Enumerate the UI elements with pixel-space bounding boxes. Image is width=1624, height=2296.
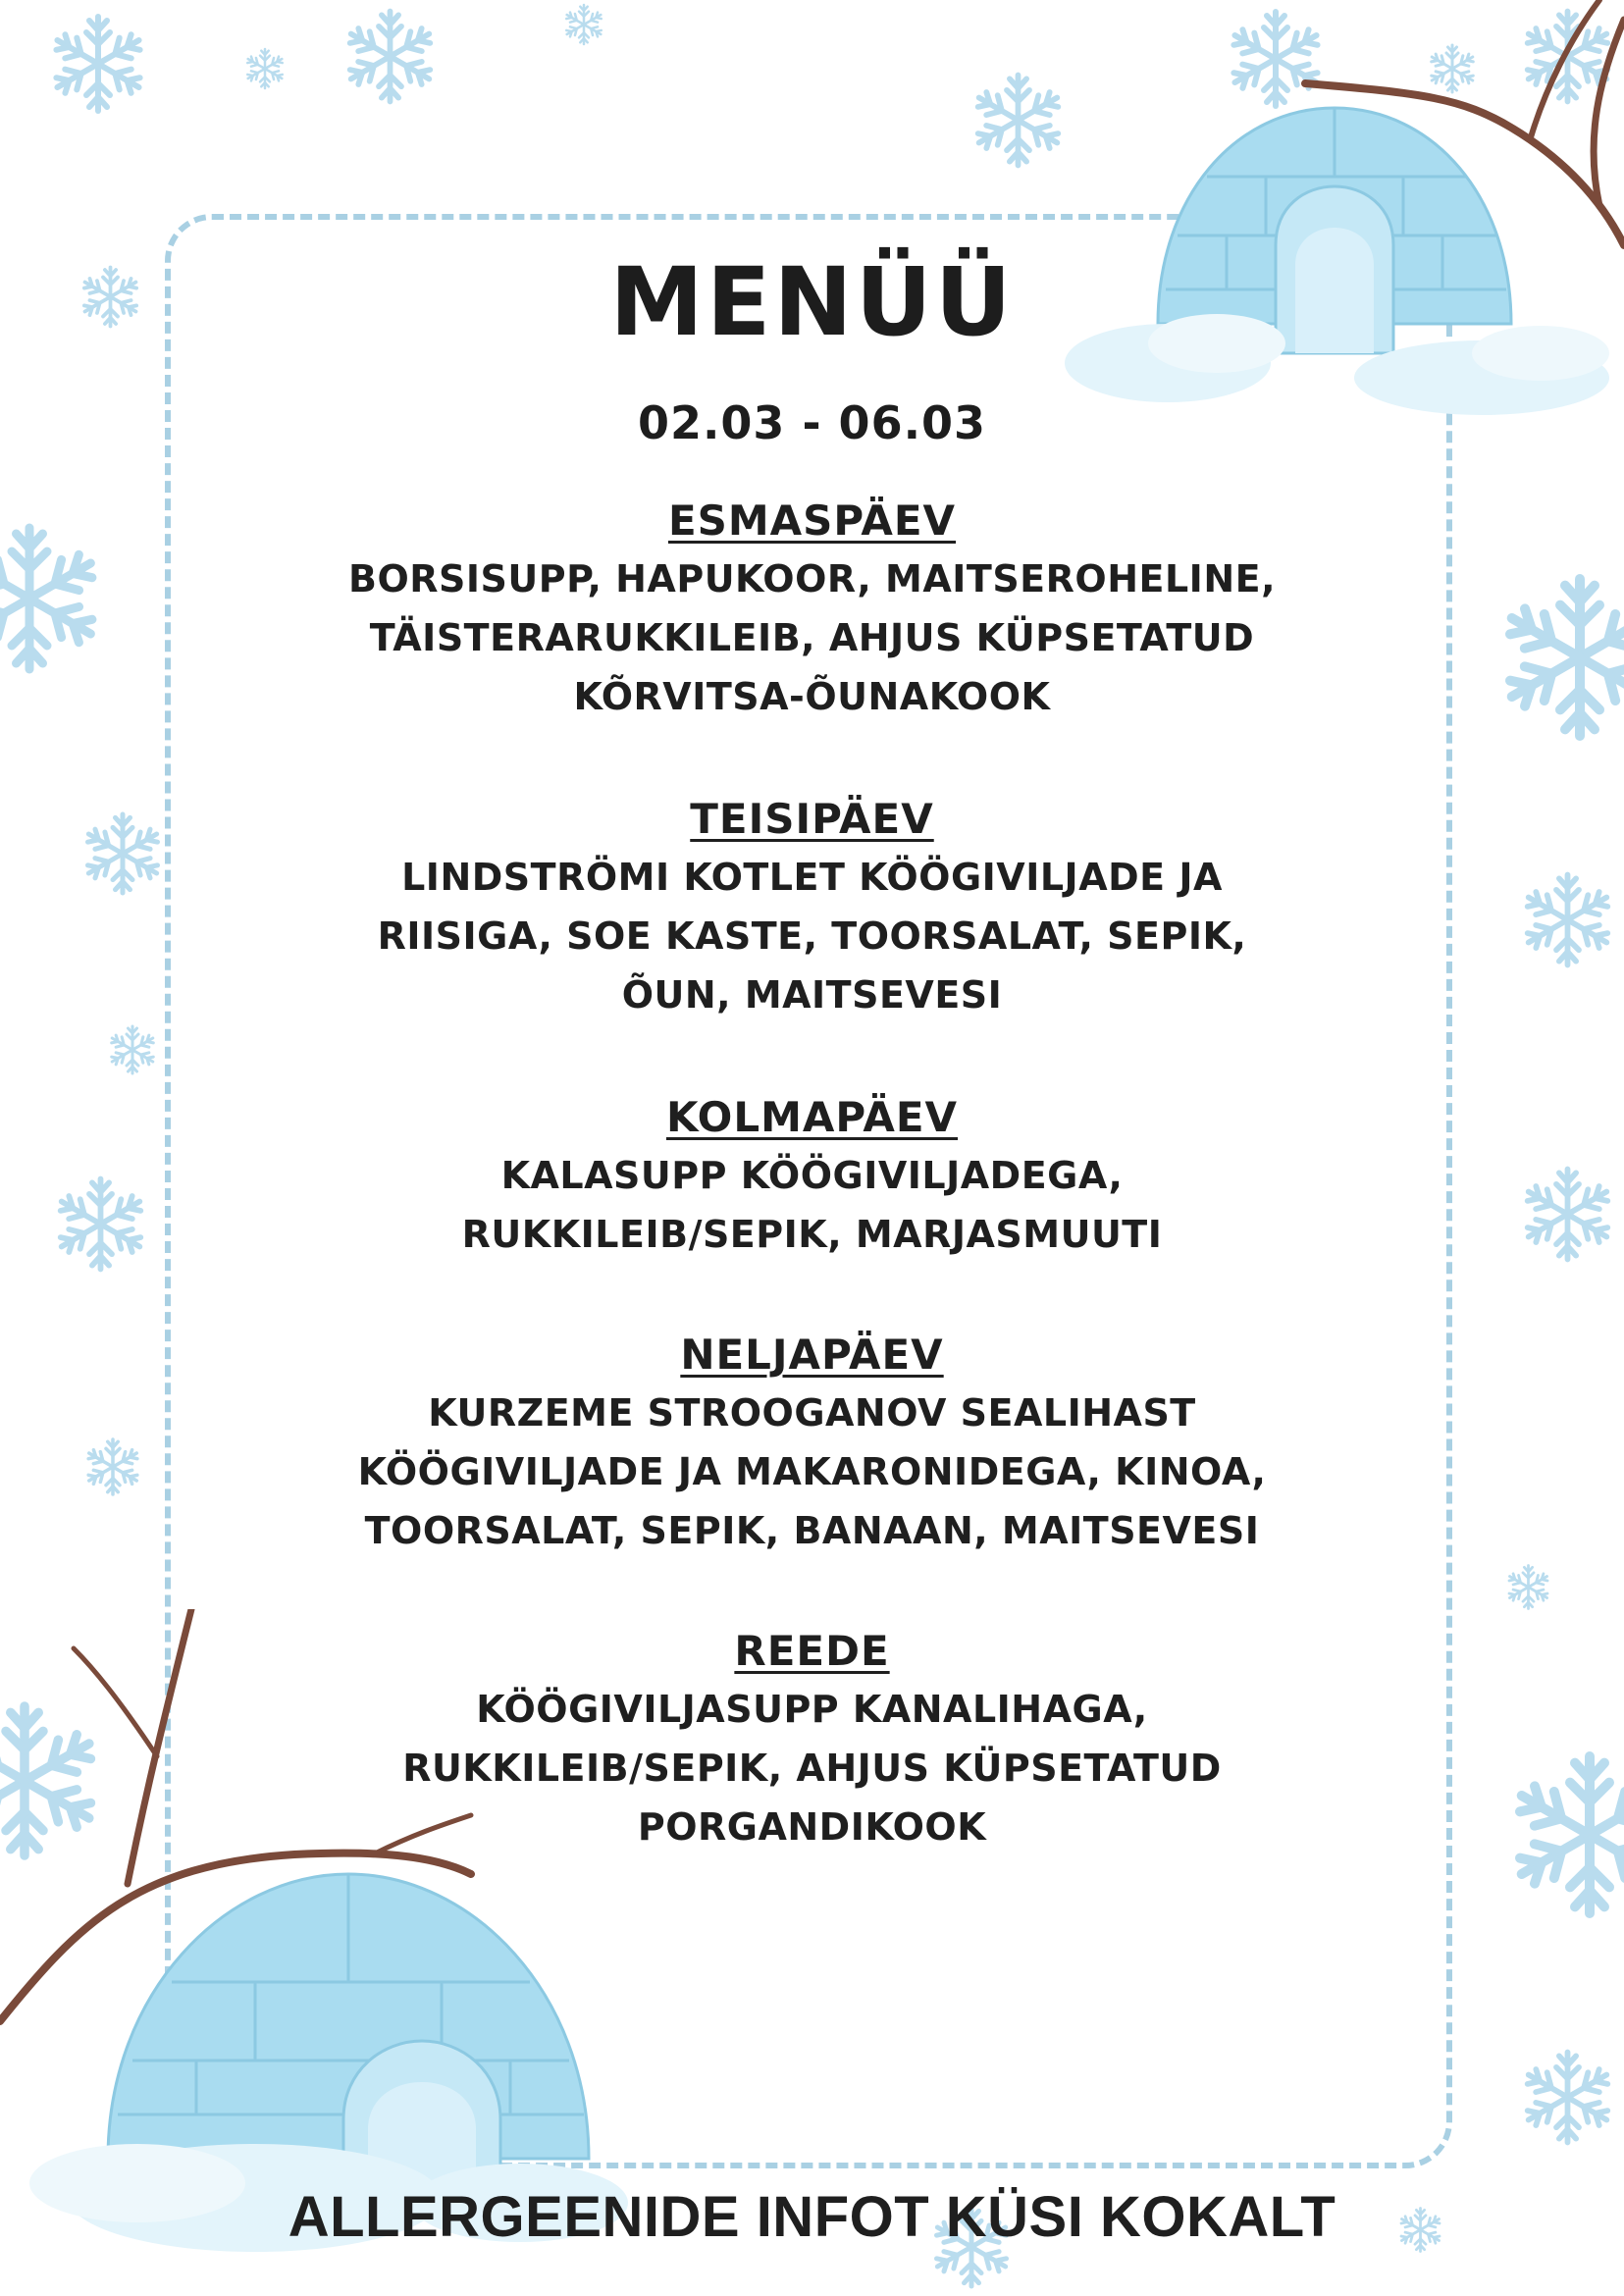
dish-line: ÕUN, MAITSEVESI — [621, 973, 1003, 1017]
snowflake-icon — [1511, 863, 1624, 976]
dish-line: KÖÖGIVILJADE JA MAKARONIDEGA, KINOA, — [357, 1450, 1267, 1493]
dish-line: TÄISTERARUKKILEIB, AHJUS KÜPSETATUD — [369, 616, 1255, 659]
snowflake-icon — [1511, 1158, 1624, 1271]
igloo-top-right-illustration — [1050, 0, 1624, 422]
dish-line: RUKKILEIB/SEPIK, AHJUS KÜPSETATUD — [402, 1747, 1222, 1790]
day-heading: KOLMAPÄEV — [665, 1093, 959, 1141]
day-section-wednesday — [294, 1089, 1330, 1264]
dish-line: PORGANDIKOOK — [637, 1805, 987, 1849]
dish-line: RUKKILEIB/SEPIK, MARJASMUUTI — [461, 1213, 1163, 1256]
day-section-friday — [294, 1623, 1330, 1856]
day-heading: REEDE — [734, 1627, 890, 1675]
day-heading: TEISIPÄEV — [690, 795, 934, 843]
snowflake-icon — [79, 1433, 147, 1501]
snowflake-icon — [74, 260, 147, 334]
dish-line: LINDSTRÖMI KOTLET KÖÖGIVILJADE JA — [401, 856, 1223, 899]
day-section-tuesday — [294, 791, 1330, 1024]
dish-line: KÕRVITSA-ÕUNAKOOK — [573, 675, 1051, 718]
snowflake-icon — [1492, 1737, 1624, 1933]
snowflake-icon — [0, 510, 118, 687]
day-section-thursday — [294, 1327, 1330, 1560]
allergen-notice: ALLERGEENIDE INFOT KÜSI KOKALT — [288, 2185, 1336, 2249]
day-section-monday — [294, 493, 1330, 726]
dish-line: BORSISUPP, HAPUKOOR, MAITSEROHELINE, — [347, 557, 1277, 600]
snowflake-icon — [559, 0, 608, 49]
dish-line: TOORSALAT, SEPIK, BANAAN, MAITSEVESI — [364, 1509, 1260, 1552]
snowflake-icon — [103, 1020, 162, 1079]
dish-line: RIISIGA, SOE KASTE, TOORSALAT, SEPIK, — [377, 914, 1247, 958]
date-range: 02.03 - 06.03 — [637, 396, 987, 449]
snowflake-icon — [44, 1168, 157, 1280]
snowflake-icon — [1501, 1560, 1555, 1614]
day-heading: ESMASPÄEV — [667, 496, 957, 545]
snowflake-icon — [240, 44, 289, 93]
day-heading: NELJAPÄEV — [680, 1331, 944, 1379]
menu-title: MENÜÜ — [609, 247, 1015, 357]
dish-line: KÖÖGIVILJASUPP KANALIHAGA, — [476, 1688, 1148, 1731]
snowflake-icon — [39, 5, 157, 123]
dish-line: KALASUPP KÖÖGIVILJADEGA, — [500, 1154, 1124, 1197]
snowflake-icon — [74, 805, 172, 903]
dish-line: KURZEME STROOGANOV SEALIHAST — [428, 1391, 1196, 1435]
snowflake-icon — [334, 0, 446, 113]
snowflake-icon — [1482, 559, 1624, 756]
snowflake-icon — [1511, 2041, 1624, 2154]
